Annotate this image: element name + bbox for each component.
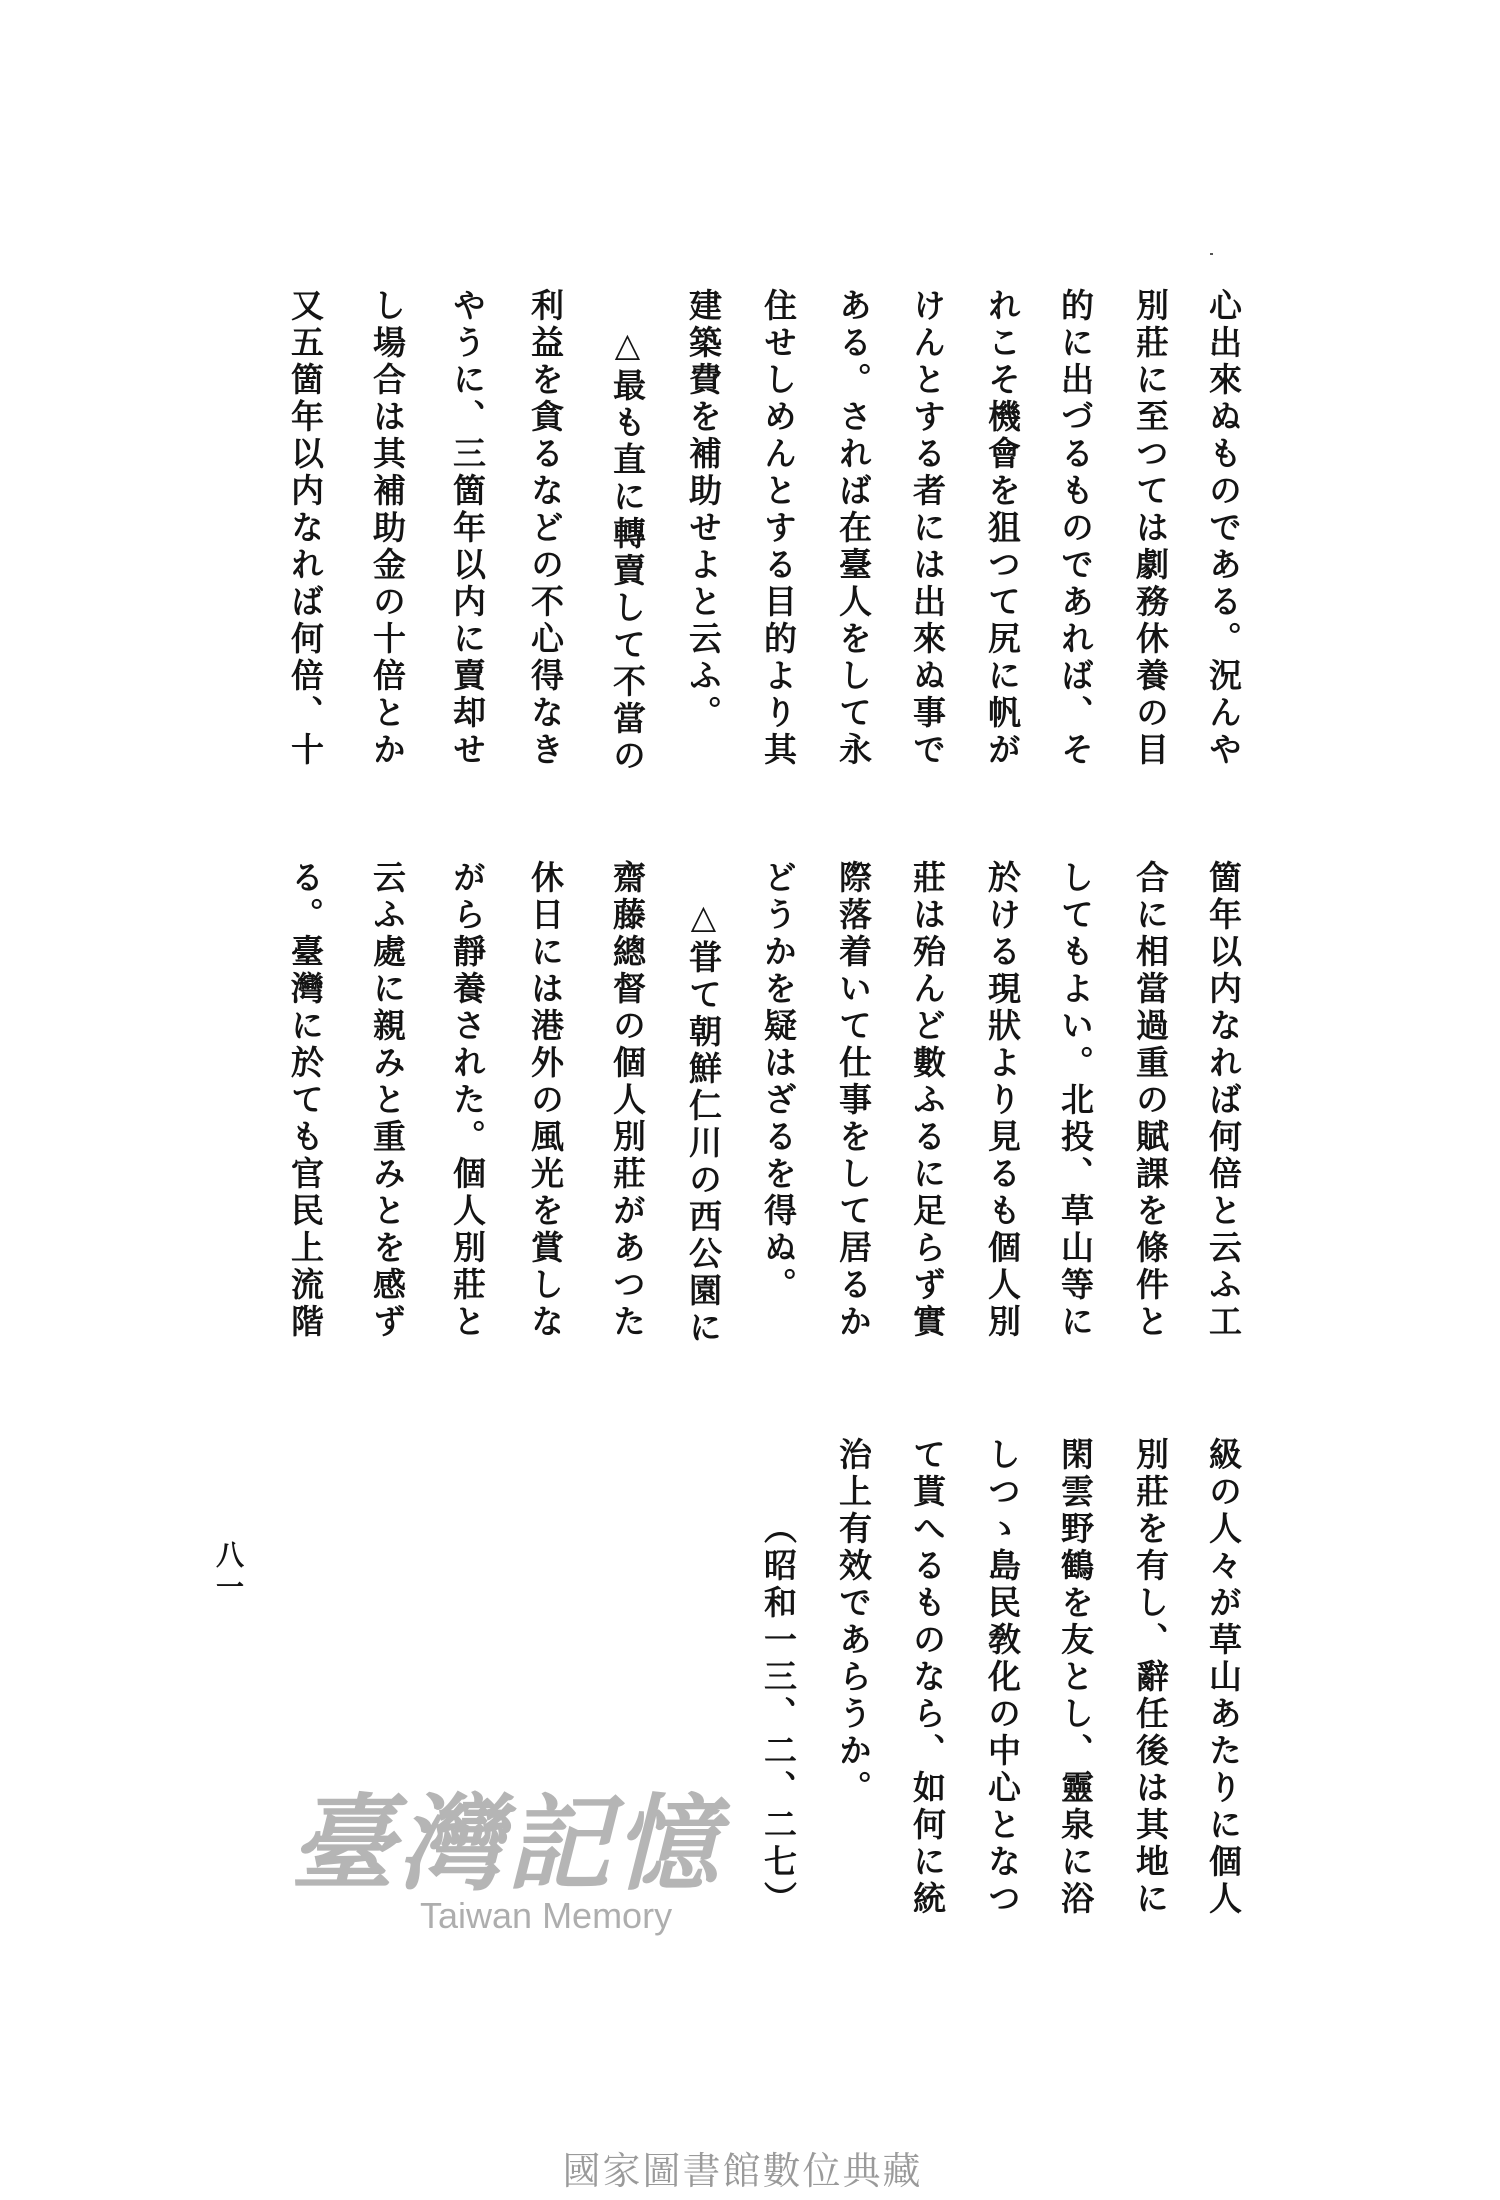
text-column: し場合は其補助金の十倍とか [368, 288, 407, 769]
page-number: 八一 [212, 1540, 245, 1604]
text-column: 心出來ぬものである。況んや [1204, 288, 1243, 769]
text-column: がら靜養された。個人別莊と [448, 860, 487, 1341]
text-column: 云ふ處に親みと重みとを感ず [368, 860, 407, 1341]
text-column: 莊は殆んど數ふるに足らず實 [908, 860, 947, 1341]
text-column: けんとする者には出來ぬ事で [908, 288, 947, 769]
text-column: る。臺灣に於ても官民上流階 [286, 860, 325, 1341]
text-column: してもよい。北投、草山等に [1056, 860, 1095, 1341]
text-column: 合に相當過重の賦課を條件と [1131, 860, 1170, 1341]
text-column: 於ける現狀より見るも個人別 [983, 860, 1022, 1341]
text-column: 齋藤總督の個人別莊があつた [608, 860, 647, 1341]
text-column: どうかを疑はざるを得ぬ。 [759, 860, 798, 1304]
text-column: れこそ機會を狙つて尻に帆が [983, 288, 1022, 769]
text-column: しつゝ島民敎化の中心となつ [983, 1437, 1022, 1918]
watermark-logo-subtitle: Taiwan Memory [420, 1895, 673, 1936]
text-column: やうに、三箇年以内に賣却せ [448, 288, 487, 769]
text-column: 的に出づるものであれば、そ [1056, 288, 1095, 769]
text-column: 際落着いて仕事をして居るか [834, 860, 873, 1341]
text-column: て貰へるものなら、如何に統 [908, 1437, 947, 1918]
text-column: 治上有效であらうか。 [834, 1437, 873, 1807]
text-column: 箇年以内なれば何倍と云ふ工 [1204, 860, 1243, 1341]
text-column: ある。されば在臺人をして永 [834, 288, 873, 769]
text-column: 利益を貪るなどの不心得なき [526, 288, 565, 769]
text-column: 級の人々が草山あたりに個人 [1204, 1437, 1243, 1918]
footer-credit: 國家圖書館數位典藏 [562, 2149, 923, 2193]
text-column: 住せしめんとする目的より其 [759, 288, 798, 769]
text-column: 建築費を補助せよと云ふ。 [684, 288, 723, 732]
text-column: 別莊を有し、辭任後は其地に [1131, 1437, 1170, 1918]
text-column: 閑雲野鶴を友とし、靈泉に浴 [1056, 1437, 1095, 1918]
text-column: 休日には港外の風光を賞しな [526, 860, 565, 1341]
print-speck [1210, 253, 1213, 255]
text-column: （昭和一三、二、二七） [759, 1511, 798, 1918]
text-column: 又五箇年以内なれば何倍、十 [286, 288, 325, 769]
text-column: △甞て朝鮮仁川の西公園に [684, 897, 723, 1347]
watermark-logo-title: 臺灣記憶 [290, 1782, 723, 1905]
text-column: 別莊に至つては劇務休養の目 [1131, 288, 1170, 769]
text-column: △最も直に轉賣して不當の [608, 325, 647, 775]
